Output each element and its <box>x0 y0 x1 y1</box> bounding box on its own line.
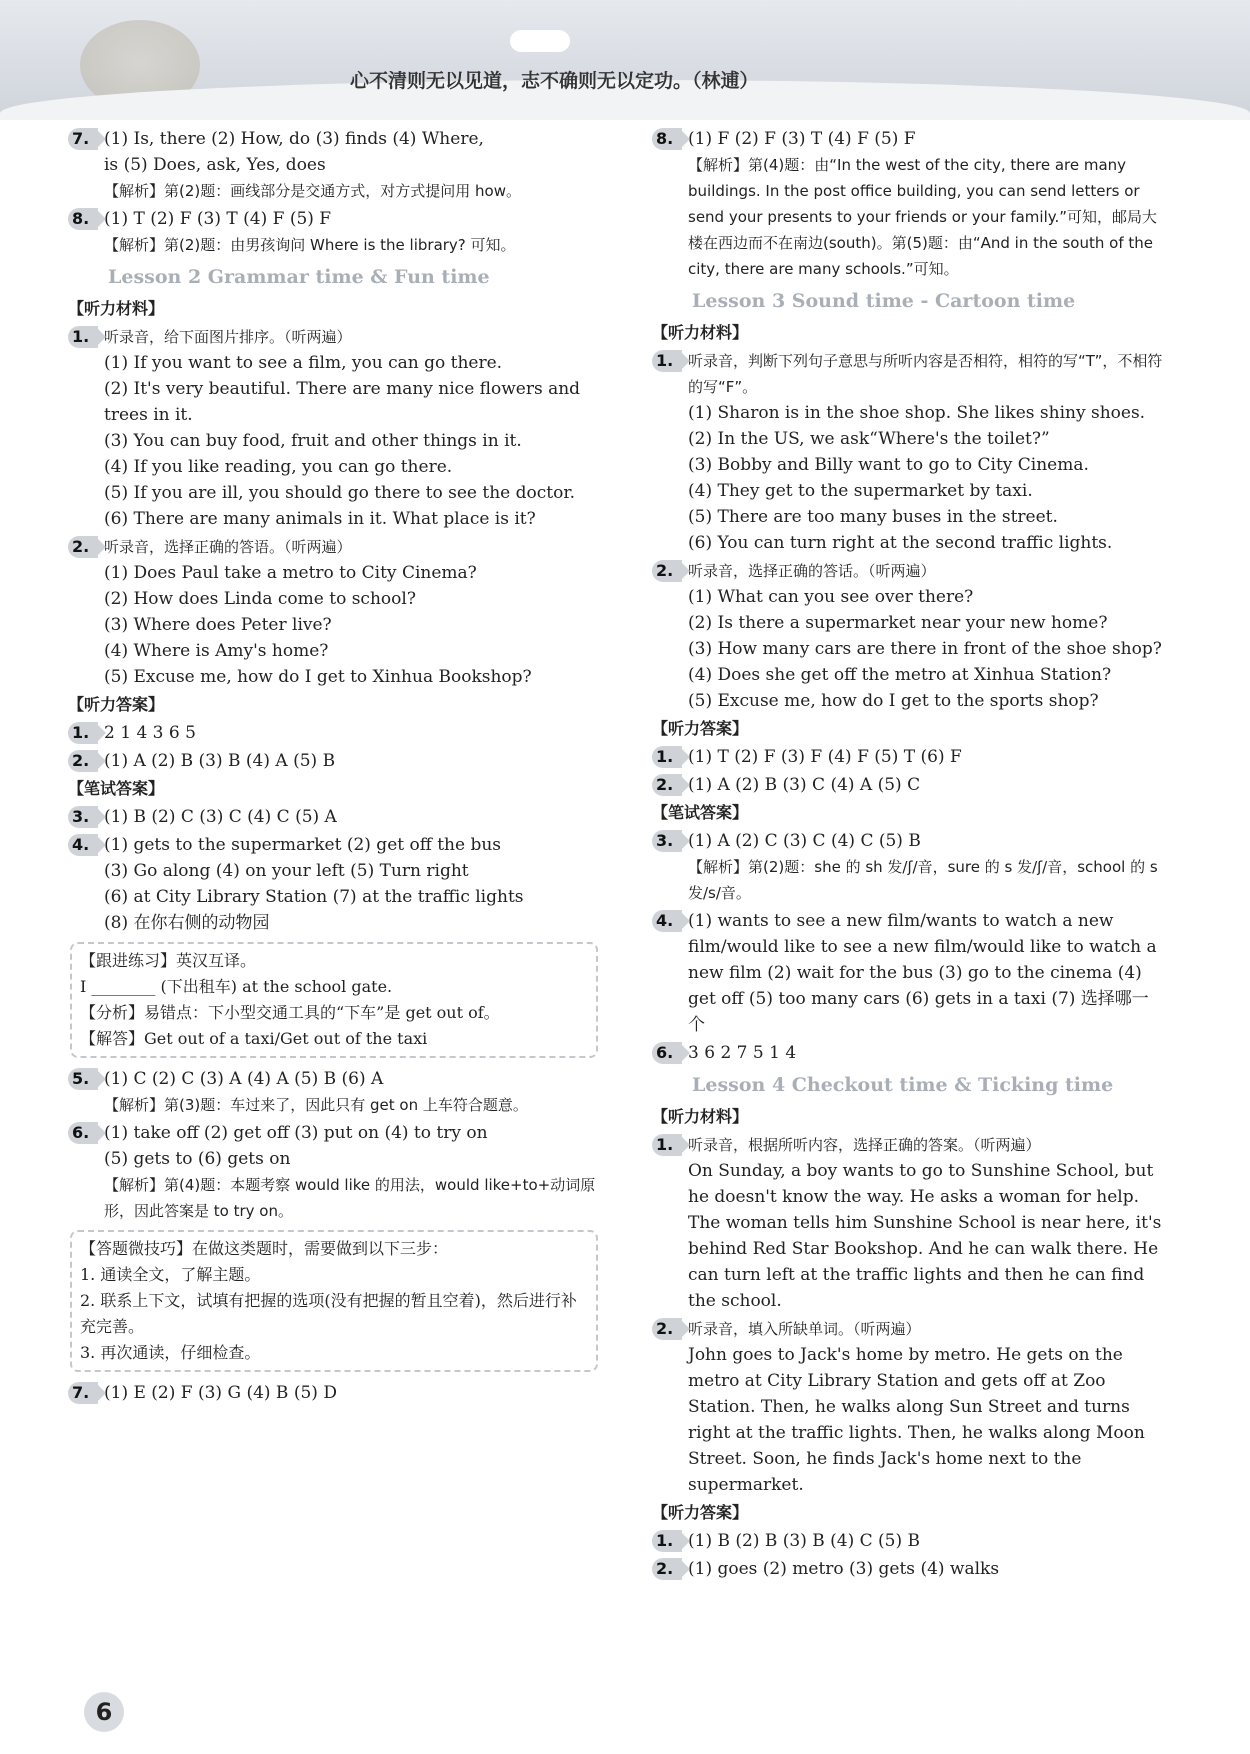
left-column: 7. (1) Is, there (2) How, do (3) finds (4) Where, is (5) Does, ask, Yes, does 【解析】第(2)题：画线部分是交通方式，对方式提问用 how。 8. (1) T (2) F (3) T (4) F (5) F 【解析】第(2)题：由男孩询问 Where is the library? 可知。 Lesson 2 Grammar time & Fun time 【听力材料】 1. 听录音，给下面图片排序。（听两遍） (1) If you want to see a film, you can go there. (2) It's very beautiful. There are many nice flowers and trees in it. (3) You can buy food, fruit and other things in it. (4) If you like reading, you can go there. (5) If you are ill, you should go there to see the doctor. (6) There are many animals in it. What place is it? 2. 听录音，选择正确的答语。（听两遍） (1) Does Paul take a metro to City Cinema? (2) How does Linda come to school? (3) Where does Peter live? (4) Where is Amy's home? (5) Excuse me, how do I get to Xinhua Bookshop? 【听力答案】 1. 2 1 4 3 6 5 2. (1) A (2) B (3) B (4) A (5) B 【笔试答案】 3. (1) B (2) C (3) C (4) C (5) A 4. (1) gets to the supermarket (2) get off the bus (3) Go along (4) on your left (5) Turn right (6) at City Library Station (7) at the traffic lights (8) 在你右侧的动物园 【跟进练习】英汉互译。 I ________ (下出租车) at the school gate. 【分析】易错点：下小型交通工具的“下车”是 get out of。 【解答】Get out of a taxi/Get out of the taxi 5. (1) C (2) C (3) A (4) A (5) B (6) A 【解析】第(3)题：车过来了，因此只有 get on 上车符合题意。 6. (1) take off (2) get off (3) put on (4) to try on (5) gets to (6) gets on 【解析】第(4)题：本题考察 would like 的用法，would like+to+动词原形，因此答案是 to try on。 【答题微技巧】在做这类题时，需要做到以下三步： 1. 通读全文，了解主题。 2. 联系上下文，试填有把握的选项(没有把握的暂且空着)，然后进行补充完善。 3. 再次通读，仔细检查。 7. (1) E (2) F (3) G (4) B (5) D <box>68 126 598 1408</box>
tips-box: 【答题微技巧】在做这类题时，需要做到以下三步： 1. 通读全文，了解主题。 2. 联系上下文，试填有把握的选项(没有把握的暂且空着)，然后进行补充完善。 3. 再次通读，仔细检查。 <box>70 1230 598 1372</box>
written-5: 5. (1) C (2) C (3) A (4) A (5) B (6) A 【解析】第(3)题：车过来了，因此只有 get on 上车符合题意。 <box>68 1066 598 1118</box>
r-material-2: 2. 听录音，填入所缺单词。（听两遍） John goes to Jack's home by metro. He gets on the metro at City Library Station and gets off at Zoo Station. Then, he walks along Sun Street and turns right at the traffic lights. Then, he walks along Moon Street. Soon, he finds Jack's home next to the supermarket. <box>652 1316 1164 1498</box>
page-number: 6 <box>84 1692 124 1732</box>
listen-1: 1. 听录音，给下面图片排序。（听两遍） (1) If you want to see a film, you can go there. (2) It's very beautiful. There are many nice flowers and trees in it. (3) You can buy food, fruit and other things in it. (4) If you like reading, you can go there. (5) If you are ill, you should go there to see the doctor. (6) There are many animals in it. What place is it? <box>68 324 598 532</box>
r-b2: 2. (1) goes (2) metro (3) gets (4) walks <box>652 1556 1164 1582</box>
q7: 7. (1) Is, there (2) How, do (3) finds (4) Where, is (5) Does, ask, Yes, does 【解析】第(2)题：画线部分是交通方式，对方式提问用 how。 <box>68 126 598 204</box>
r-answer-1: 1. (1) T (2) F (3) F (4) F (5) T (6) F <box>652 744 1164 770</box>
r-written-4: 4. (1) wants to see a new film/wants to watch a new film/would like to see a new film/would like to watch a new film (2) wait for the bus (3) go to the cinema (4) get off (5) too many cars (6) gets in a taxi (7) 选择哪一个 <box>652 908 1164 1038</box>
r-answer-2: 2. (1) A (2) B (3) C (4) A (5) C <box>652 772 1164 798</box>
q8: 8. (1) T (2) F (3) T (4) F (5) F 【解析】第(2)题：由男孩询问 Where is the library? 可知。 <box>68 206 598 258</box>
motto: 心不清则无以见道，志不确则无以定功。（林逋） <box>350 70 759 92</box>
r-listen-2: 2. 听录音，选择正确的答话。（听两遍） (1) What can you see over there? (2) Is there a supermarket near your new home? (3) How many cars are there in front of the shoe shop? (4) Does she get off the metro at Xinhua Station? (5) Excuse me, how do I get to the sports shop? <box>652 558 1164 714</box>
written-4: 4. (1) gets to the supermarket (2) get off the bus (3) Go along (4) on your left (5) Turn right (6) at City Library Station (7) at the traffic lights (8) 在你右侧的动物园 <box>68 832 598 936</box>
lesson-4-title: Lesson 4 Checkout time & Ticking time <box>692 1074 1114 1096</box>
written-3: 3. (1) B (2) C (3) C (4) C (5) A <box>68 804 598 830</box>
written-6: 6. (1) take off (2) get off (3) put on (4) to try on (5) gets to (6) gets on 【解析】第(4)题：本题考察 would like 的用法，would like+to+动词原形，因此答案是 to try on。 <box>68 1120 598 1224</box>
listen-2: 2. 听录音，选择正确的答语。（听两遍） (1) Does Paul take a metro to City Cinema? (2) How does Linda come to school? (3) Where does Peter live? (4) Where is Amy's home? (5) Excuse me, how do I get to Xinhua Bookshop? <box>68 534 598 690</box>
right-column: 8. (1) F (2) F (3) T (4) F (5) F 【解析】第(4)题：由“In the west of the city, there are many buildings. In the post office building, you can send letters or send your presents to your friends or your family.”可知，邮局大楼在西边而不在南边(south)。第(5)题：由“And in the south of the city, there are many schools.”可知。 Lesson 3 Sound time - Cartoon time 【听力材料】 1. 听录音，判断下列句子意思与所听内容是否相符，相符的写“T”，不相符的写“F”。 (1) Sharon is in the shoe shop. She likes shiny shoes. (2) In the US, we ask“Where's the toilet?” (3) Bobby and Billy want to go to City Cinema. (4) They get to the supermarket by taxi. (5) There are too many buses in the street. (6) You can turn right at the second traffic lights. 2. 听录音，选择正确的答话。（听两遍） (1) What can you see over there? (2) Is there a supermarket near your new home? (3) How many cars are there in front of the shoe shop? (4) Does she get off the metro at Xinhua Station? (5) Excuse me, how do I get to the sports shop? 【听力答案】 1. (1) T (2) F (3) F (4) F (5) T (6) F 2. (1) A (2) B (3) C (4) A (5) C 【笔试答案】 3. (1) A (2) C (3) C (4) C (5) B 【解析】第(2)题：she 的 sh 发/ʃ/音，sure 的 s 发/ʃ/音，school 的 s 发/s/音。 4. (1) wants to see a new film/wants to watch a new film/would like to see a new film/would like to watch a new film (2) wait for the bus (3) go to the cinema (4) get off (5) too many cars (6) gets in a taxi (7) 选择哪一个 6. 3 6 2 7 5 1 4 Lesson 4 Checkout time & Ticking time 【听力材料】 1. 听录音，根据所听内容，选择正确的答案。（听两遍） On Sunday, a boy wants to go to Sunshine School, but he doesn't know the way. He asks a woman for help. The woman tells him Sunshine School is near here, it's behind Red Star Bookshop. And he can walk there. He can turn left at the traffic lights and then he can find the school. 2. 听录音，填入所缺单词。（听两遍） John goes to Jack's home by metro. He gets on the metro at City Library Station and gets off at Zoo Station. Then, he walks along Sun Street and turns right at the traffic lights. Then, he walks along Moon Street. Soon, he finds Jack's home next to the supermarket. 【听力答案】 1. (1) B (2) B (3) B (4) C (5) B 2. (1) goes (2) metro (3) gets (4) walks <box>652 126 1164 1584</box>
r-b1: 1. (1) B (2) B (3) B (4) C (5) B <box>652 1528 1164 1554</box>
written-7: 7. (1) E (2) F (3) G (4) B (5) D <box>68 1380 598 1406</box>
lesson-2-title: Lesson 2 Grammar time & Fun time <box>108 266 490 288</box>
cloud-illustration <box>510 30 570 52</box>
r-material-1: 1. 听录音，根据所听内容，选择正确的答案。（听两遍） On Sunday, a boy wants to go to Sunshine School, but he doesn't know the way. He asks a woman for help. The woman tells him Sunshine School is near here, it's behind Red Star Bookshop. And he can walk there. He can turn left at the traffic lights and then he can find the school. <box>652 1132 1164 1314</box>
page-header <box>0 0 1250 120</box>
r-written-6: 6. 3 6 2 7 5 1 4 <box>652 1040 1164 1066</box>
lesson-3-title: Lesson 3 Sound time - Cartoon time <box>692 290 1076 312</box>
r-listen-1: 1. 听录音，判断下列句子意思与所听内容是否相符，相符的写“T”，不相符的写“F”。 (1) Sharon is in the shoe shop. She likes shiny shoes. (2) In the US, we ask“Where's the toilet?” (3) Bobby and Billy want to go to City Cinema. (4) They get to the supermarket by taxi. (5) There are too many buses in the street. (6) You can turn right at the second traffic lights. <box>652 348 1164 556</box>
follow-up-box: 【跟进练习】英汉互译。 I ________ (下出租车) at the school gate. 【分析】易错点：下小型交通工具的“下车”是 get out of。 【解答】Get out of a taxi/Get out of the taxi <box>70 942 598 1058</box>
r-written-3: 3. (1) A (2) C (3) C (4) C (5) B 【解析】第(2)题：she 的 sh 发/ʃ/音，sure 的 s 发/ʃ/音，school 的 s 发/s/音。 <box>652 828 1164 906</box>
answer-1: 1. 2 1 4 3 6 5 <box>68 720 598 746</box>
answer-2: 2. (1) A (2) B (3) B (4) A (5) B <box>68 748 598 774</box>
r-q8: 8. (1) F (2) F (3) T (4) F (5) F 【解析】第(4)题：由“In the west of the city, there are many buildings. In the post office building, you can send letters or send your presents to your friends or your family.”可知，邮局大楼在西边而不在南边(south)。第(5)题：由“And in the south of the city, there are many schools.”可知。 <box>652 126 1164 282</box>
